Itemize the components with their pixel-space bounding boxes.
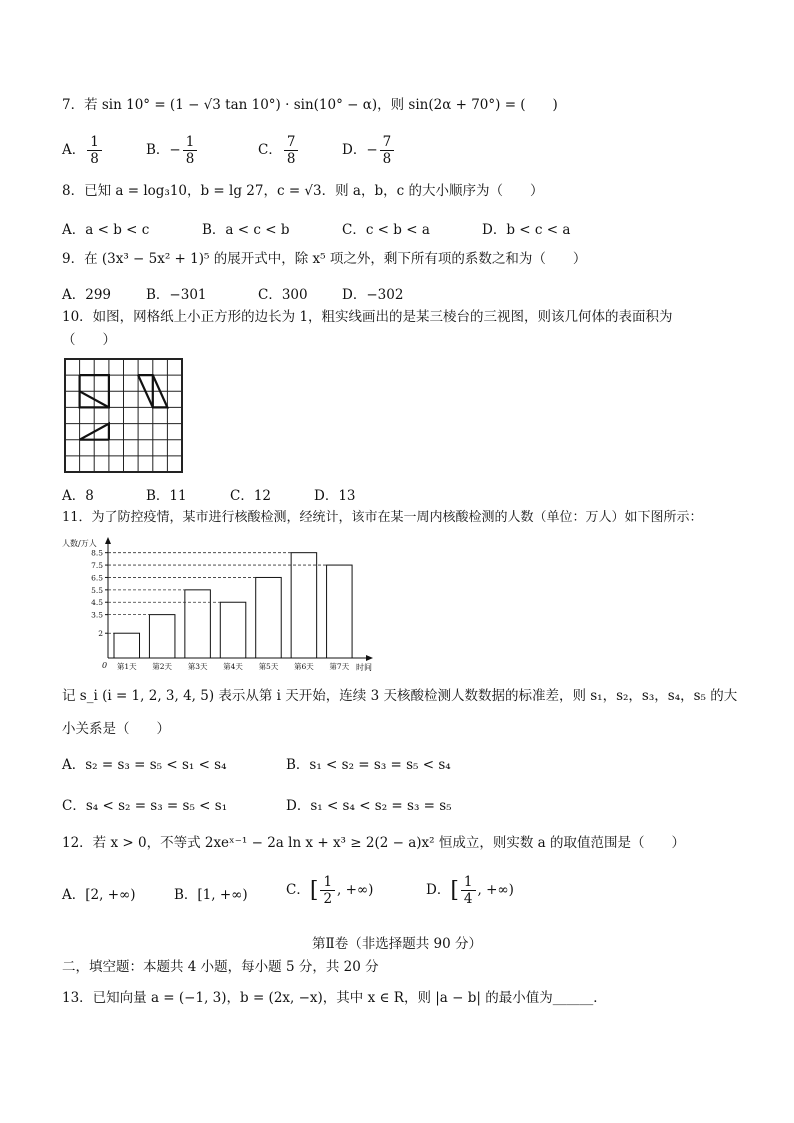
x-axis-label: 时间 xyxy=(356,663,372,672)
q10-option-d[interactable]: D．13 xyxy=(314,488,356,504)
q9-stem: 9．在 (3x³ − 5x² + 1)⁵ 的展开式中，除 x⁵ 项之外，剩下所有项的系数之和为（ ） xyxy=(62,251,587,267)
q12-option-c[interactable]: C．[ $\frac{1}{2}$ , +∞) xyxy=(286,874,374,907)
q8-option-d[interactable]: D．b < c < a xyxy=(482,222,571,238)
q7-option-b[interactable]: B．− $\frac{1}{8}$ xyxy=(146,134,199,167)
bar-1 xyxy=(114,633,140,658)
q8-option-a[interactable]: A．a < b < c xyxy=(62,222,150,238)
fraction: $\frac{1}{4}$ xyxy=(461,874,476,907)
q11-option-a[interactable]: A．s₂ = s₃ = s₅ < s₁ < s₄ xyxy=(62,757,227,773)
fraction: $\frac{7}{8}$ xyxy=(380,134,395,167)
x-tick-label: 第4天 xyxy=(223,662,243,671)
q10-option-a[interactable]: A．8 xyxy=(62,488,94,504)
y-tick-label: 8.5 xyxy=(91,548,103,558)
x-tick-label: 第5天 xyxy=(258,662,279,671)
x-tick-label: 第1天 xyxy=(116,662,137,671)
bar-2 xyxy=(149,615,175,658)
q9-option-d[interactable]: D．−302 xyxy=(342,287,404,303)
q9-option-c[interactable]: C．300 xyxy=(258,287,308,303)
q9-option-a[interactable]: A．299 xyxy=(62,287,112,303)
q8-stem: 8．已知 a = log₃10，b = lg 27，c = √3．则 a，b，c 的大小顺序为（ ） xyxy=(62,183,544,199)
q12-stem: 12．若 x > 0，不等式 2xeˣ⁻¹ − 2a ln x + x³ ≥ 2(2 − a)x² 恒成立，则实数 a 的取值范围是（ ） xyxy=(62,835,685,851)
q7-option-d[interactable]: D．− $\frac{7}{8}$ xyxy=(342,134,396,167)
q10-option-b[interactable]: B．11 xyxy=(146,488,187,504)
y-tick-label: 7.5 xyxy=(91,561,103,571)
origin-label: 0 xyxy=(102,661,108,670)
q11-option-c[interactable]: C．s₄ < s₂ = s₃ = s₅ < s₁ xyxy=(62,798,228,814)
x-tick-label: 第3天 xyxy=(187,662,208,671)
q11-stem: 11．为了防控疫情，某市进行核酸检测，经统计，该市在某一周内核酸检测的人数（单位：万人）如下图所示： xyxy=(62,510,703,525)
y-axis-label: 人数/万人 xyxy=(62,539,97,548)
y-tick-label: 6.5 xyxy=(91,573,103,583)
x-tick-label: 第2天 xyxy=(152,662,173,671)
bar-3 xyxy=(185,590,211,658)
bar-5 xyxy=(256,577,282,658)
y-tick-label: 3.5 xyxy=(91,610,103,620)
q11-option-b[interactable]: B．s₁ < s₂ = s₃ = s₅ < s₄ xyxy=(286,757,451,773)
fraction: $\frac{1}{8}$ xyxy=(183,134,198,167)
fraction: $\frac{1}{2}$ xyxy=(320,874,335,907)
q8-option-c[interactable]: C．c < b < a xyxy=(342,222,430,238)
x-tick-label: 第7天 xyxy=(329,662,350,671)
fraction: $\frac{7}{8}$ xyxy=(284,134,299,167)
y-tick-label: 4.5 xyxy=(91,598,103,608)
q7-option-a[interactable]: A． $\frac{1}{8}$ xyxy=(62,134,104,167)
q12-option-d[interactable]: D．[ $\frac{1}{4}$ , +∞) xyxy=(426,874,514,907)
y-tick-label: 2 xyxy=(98,629,103,639)
bar-6 xyxy=(291,553,317,658)
q10-stem: 10．如图，网格纸上小正方形的边长为 1，粗实线画出的是某三棱台的三视图，则该几何体的表面积为 xyxy=(62,309,673,325)
fill-in-heading: 二，填空题：本题共 4 小题，每小题 5 分，共 20 分 xyxy=(62,959,379,975)
q7-stem: 7．若 sin 10° = (1 − √3 tan 10°) · sin(10° − α)，则 sin(2α + 70°) = ( ) xyxy=(62,97,558,113)
q12-option-b[interactable]: B．[1, +∞) xyxy=(174,887,248,903)
x-axis-arrow xyxy=(366,655,373,661)
q10-stem-bracket: （ ） xyxy=(62,332,116,348)
q11-text-1: 记 s_i (i = 1, 2, 3, 4, 5) 表示从第 i 天开始，连续 3 天核酸检测人数数据的标准差，则 s₁，s₂，s₃，s₄，s₅ 的大 xyxy=(62,688,738,704)
three-view-grid-figure xyxy=(64,358,184,474)
q11-option-d[interactable]: D．s₁ < s₄ < s₂ = s₃ = s₅ xyxy=(286,798,452,814)
q13-stem: 13．已知向量 a = (−1, 3)，b = (2x, −x)，其中 x ∈ R，则 |a − b| 的最小值为______． xyxy=(62,990,607,1006)
q8-option-b[interactable]: B．a < c < b xyxy=(202,222,290,238)
bar-4 xyxy=(220,602,246,658)
q11-text-2: 小关系是（ ） xyxy=(62,721,170,737)
bar-chart xyxy=(60,532,390,672)
y-tick-label: 5.5 xyxy=(91,585,103,595)
q9-option-b[interactable]: B．−301 xyxy=(146,287,207,303)
bar-7 xyxy=(327,565,353,658)
x-tick-label: 第6天 xyxy=(294,662,314,671)
y-axis-arrow xyxy=(105,537,111,544)
fraction: $\frac{1}{8}$ xyxy=(87,134,102,167)
q7-option-c[interactable]: C． $\frac{7}{8}$ xyxy=(258,134,300,167)
q10-option-c[interactable]: C．12 xyxy=(230,488,272,504)
section-2-title: 第Ⅱ卷（非选择题共 90 分） xyxy=(312,936,482,952)
q12-option-a[interactable]: A．[2, +∞) xyxy=(62,887,136,903)
